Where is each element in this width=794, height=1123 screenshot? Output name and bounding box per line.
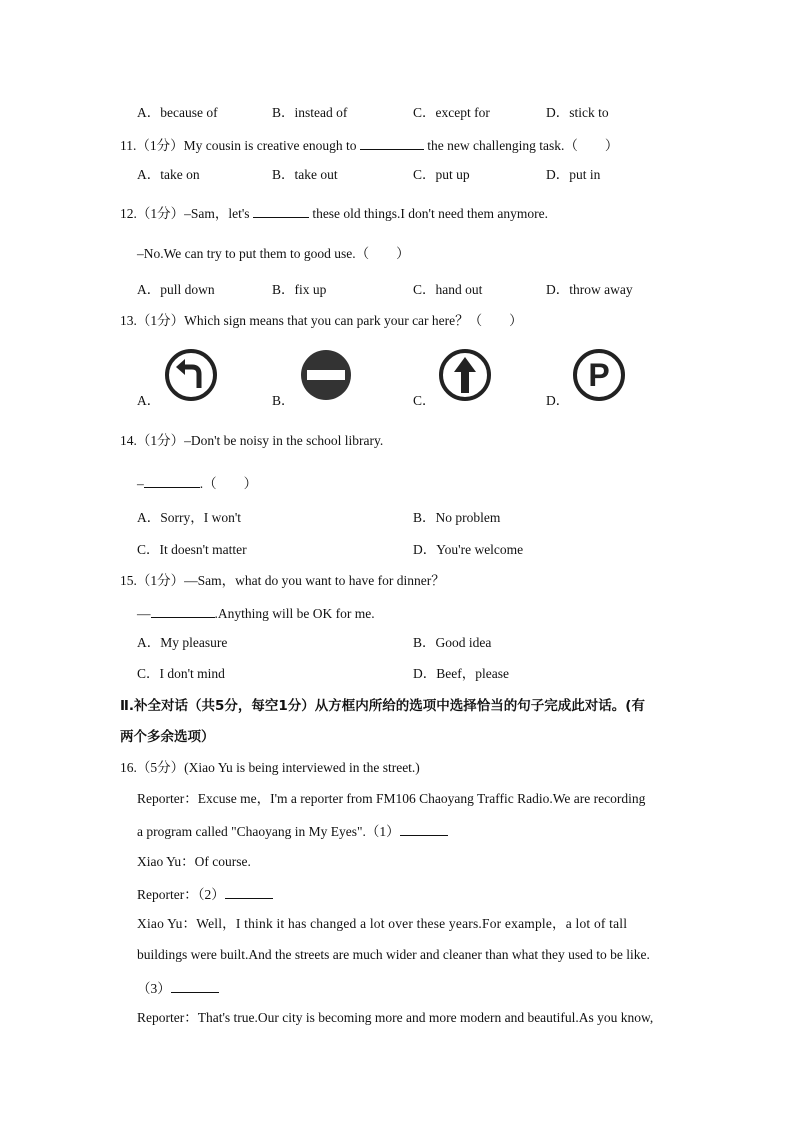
q15-option-b: B．Good idea bbox=[413, 635, 492, 650]
turn-left-arrow-icon bbox=[164, 348, 218, 402]
q14-option-b: B．No problem bbox=[413, 510, 501, 525]
parking-icon bbox=[572, 348, 626, 402]
q11-question bbox=[120, 135, 618, 155]
q16-line8: Reporter：That's true.Our city is becoming more and more modern and beautiful.As you know, bbox=[137, 1010, 654, 1025]
q14-reply bbox=[137, 473, 257, 493]
q14-suffix: .（ ） bbox=[199, 476, 258, 491]
q10-option-a: A．because of bbox=[137, 105, 218, 120]
q12-blank bbox=[253, 203, 309, 218]
q15-question: 15.（1分）—Sam，what do you want to have for dinner？ bbox=[120, 573, 445, 588]
q14-blank bbox=[144, 473, 200, 488]
q12-option-a: A．pull down bbox=[137, 282, 215, 297]
q15-option-d: D．Beef，please bbox=[413, 666, 509, 681]
no-entry-icon bbox=[299, 348, 353, 402]
q11-option-d: D．put in bbox=[546, 167, 601, 182]
section2-heading-line1: Ⅱ.补全对话（共5分，每空1分）从方框内所给的选项中选择恰当的句子完成此对话。(有 bbox=[120, 698, 645, 714]
q16-line4-text: Reporter：（2） bbox=[137, 887, 225, 902]
q14-dash: – bbox=[137, 476, 144, 491]
q16-blank-2 bbox=[225, 884, 273, 899]
q11-option-b: B．take out bbox=[272, 167, 338, 182]
q15-reply bbox=[137, 603, 375, 623]
q16-line3: Xiao Yu：Of course. bbox=[137, 854, 251, 869]
q16-intro: 16.（5分）(Xiao Yu is being interviewed in the street.) bbox=[120, 760, 420, 775]
q12-option-d: D．throw away bbox=[546, 282, 633, 297]
parking-letter: P bbox=[588, 357, 610, 393]
q14-option-c: C．It doesn't matter bbox=[137, 542, 247, 557]
q15-blank bbox=[151, 603, 215, 618]
q14-option-a: A．Sorry，I won't bbox=[137, 510, 242, 525]
q12-option-c: C．hand out bbox=[413, 282, 483, 297]
q16-line7-text: （3） bbox=[137, 981, 171, 996]
straight-up-arrow-icon bbox=[438, 348, 492, 402]
q11-blank bbox=[360, 135, 424, 150]
q12-prefix: 12.（1分）–Sam，let's bbox=[120, 206, 250, 221]
q11-option-a: A．take on bbox=[137, 167, 200, 182]
q13-option-b: B． bbox=[272, 393, 295, 408]
q12-question bbox=[120, 203, 548, 223]
q14-question: 14.（1分）–Don't be noisy in the school library. bbox=[120, 433, 384, 448]
q11-suffix: the new challenging task.（ ） bbox=[427, 138, 619, 153]
q16-line7 bbox=[137, 978, 219, 998]
q12-reply: –No.We can try to put them to good use.（ ） bbox=[137, 246, 410, 261]
q16-line5: Xiao Yu：Well，I think it has changed a lot over these years.For example，a lot of tall bbox=[137, 916, 628, 931]
q11-option-c: C．put up bbox=[413, 167, 470, 182]
q15-dash: — bbox=[137, 606, 151, 621]
q13-option-d: D． bbox=[546, 393, 570, 408]
q15-option-a: A．My pleasure bbox=[137, 635, 228, 650]
q16-blank-3 bbox=[171, 978, 219, 993]
q12-option-b: B．fix up bbox=[272, 282, 327, 297]
q13-question: 13.（1分）Which sign means that you can park your car here？（ ） bbox=[120, 313, 523, 328]
q13-option-a: A． bbox=[137, 393, 161, 408]
section2-heading-line2: 两个多余选项） bbox=[120, 729, 215, 745]
q12-suffix: these old things.I don't need them anymore. bbox=[312, 206, 548, 221]
q15-option-c: C．I don't mind bbox=[137, 666, 225, 681]
q10-option-b: B．instead of bbox=[272, 105, 348, 120]
q13-option-c: C． bbox=[413, 393, 436, 408]
q16-line6: buildings were built.And the streets are much wider and cleaner than what they used to be like. bbox=[137, 947, 650, 962]
q16-line4 bbox=[137, 884, 273, 904]
q10-option-c: C．except for bbox=[413, 105, 490, 120]
q11-prefix: 11.（1分）My cousin is creative enough to bbox=[120, 138, 357, 153]
q16-line1: Reporter：Excuse me，I'm a reporter from FM106 Chaoyang Traffic Radio.We are recording bbox=[137, 791, 646, 806]
q10-option-d: D．stick to bbox=[546, 105, 609, 120]
q16-line2-text: a program called "Chaoyang in My Eyes".（1） bbox=[137, 824, 400, 839]
q15-suffix: .Anything will be OK for me. bbox=[214, 606, 375, 621]
q16-line2 bbox=[137, 821, 448, 841]
q14-option-d: D．You're welcome bbox=[413, 542, 524, 557]
q16-blank-1 bbox=[400, 821, 448, 836]
